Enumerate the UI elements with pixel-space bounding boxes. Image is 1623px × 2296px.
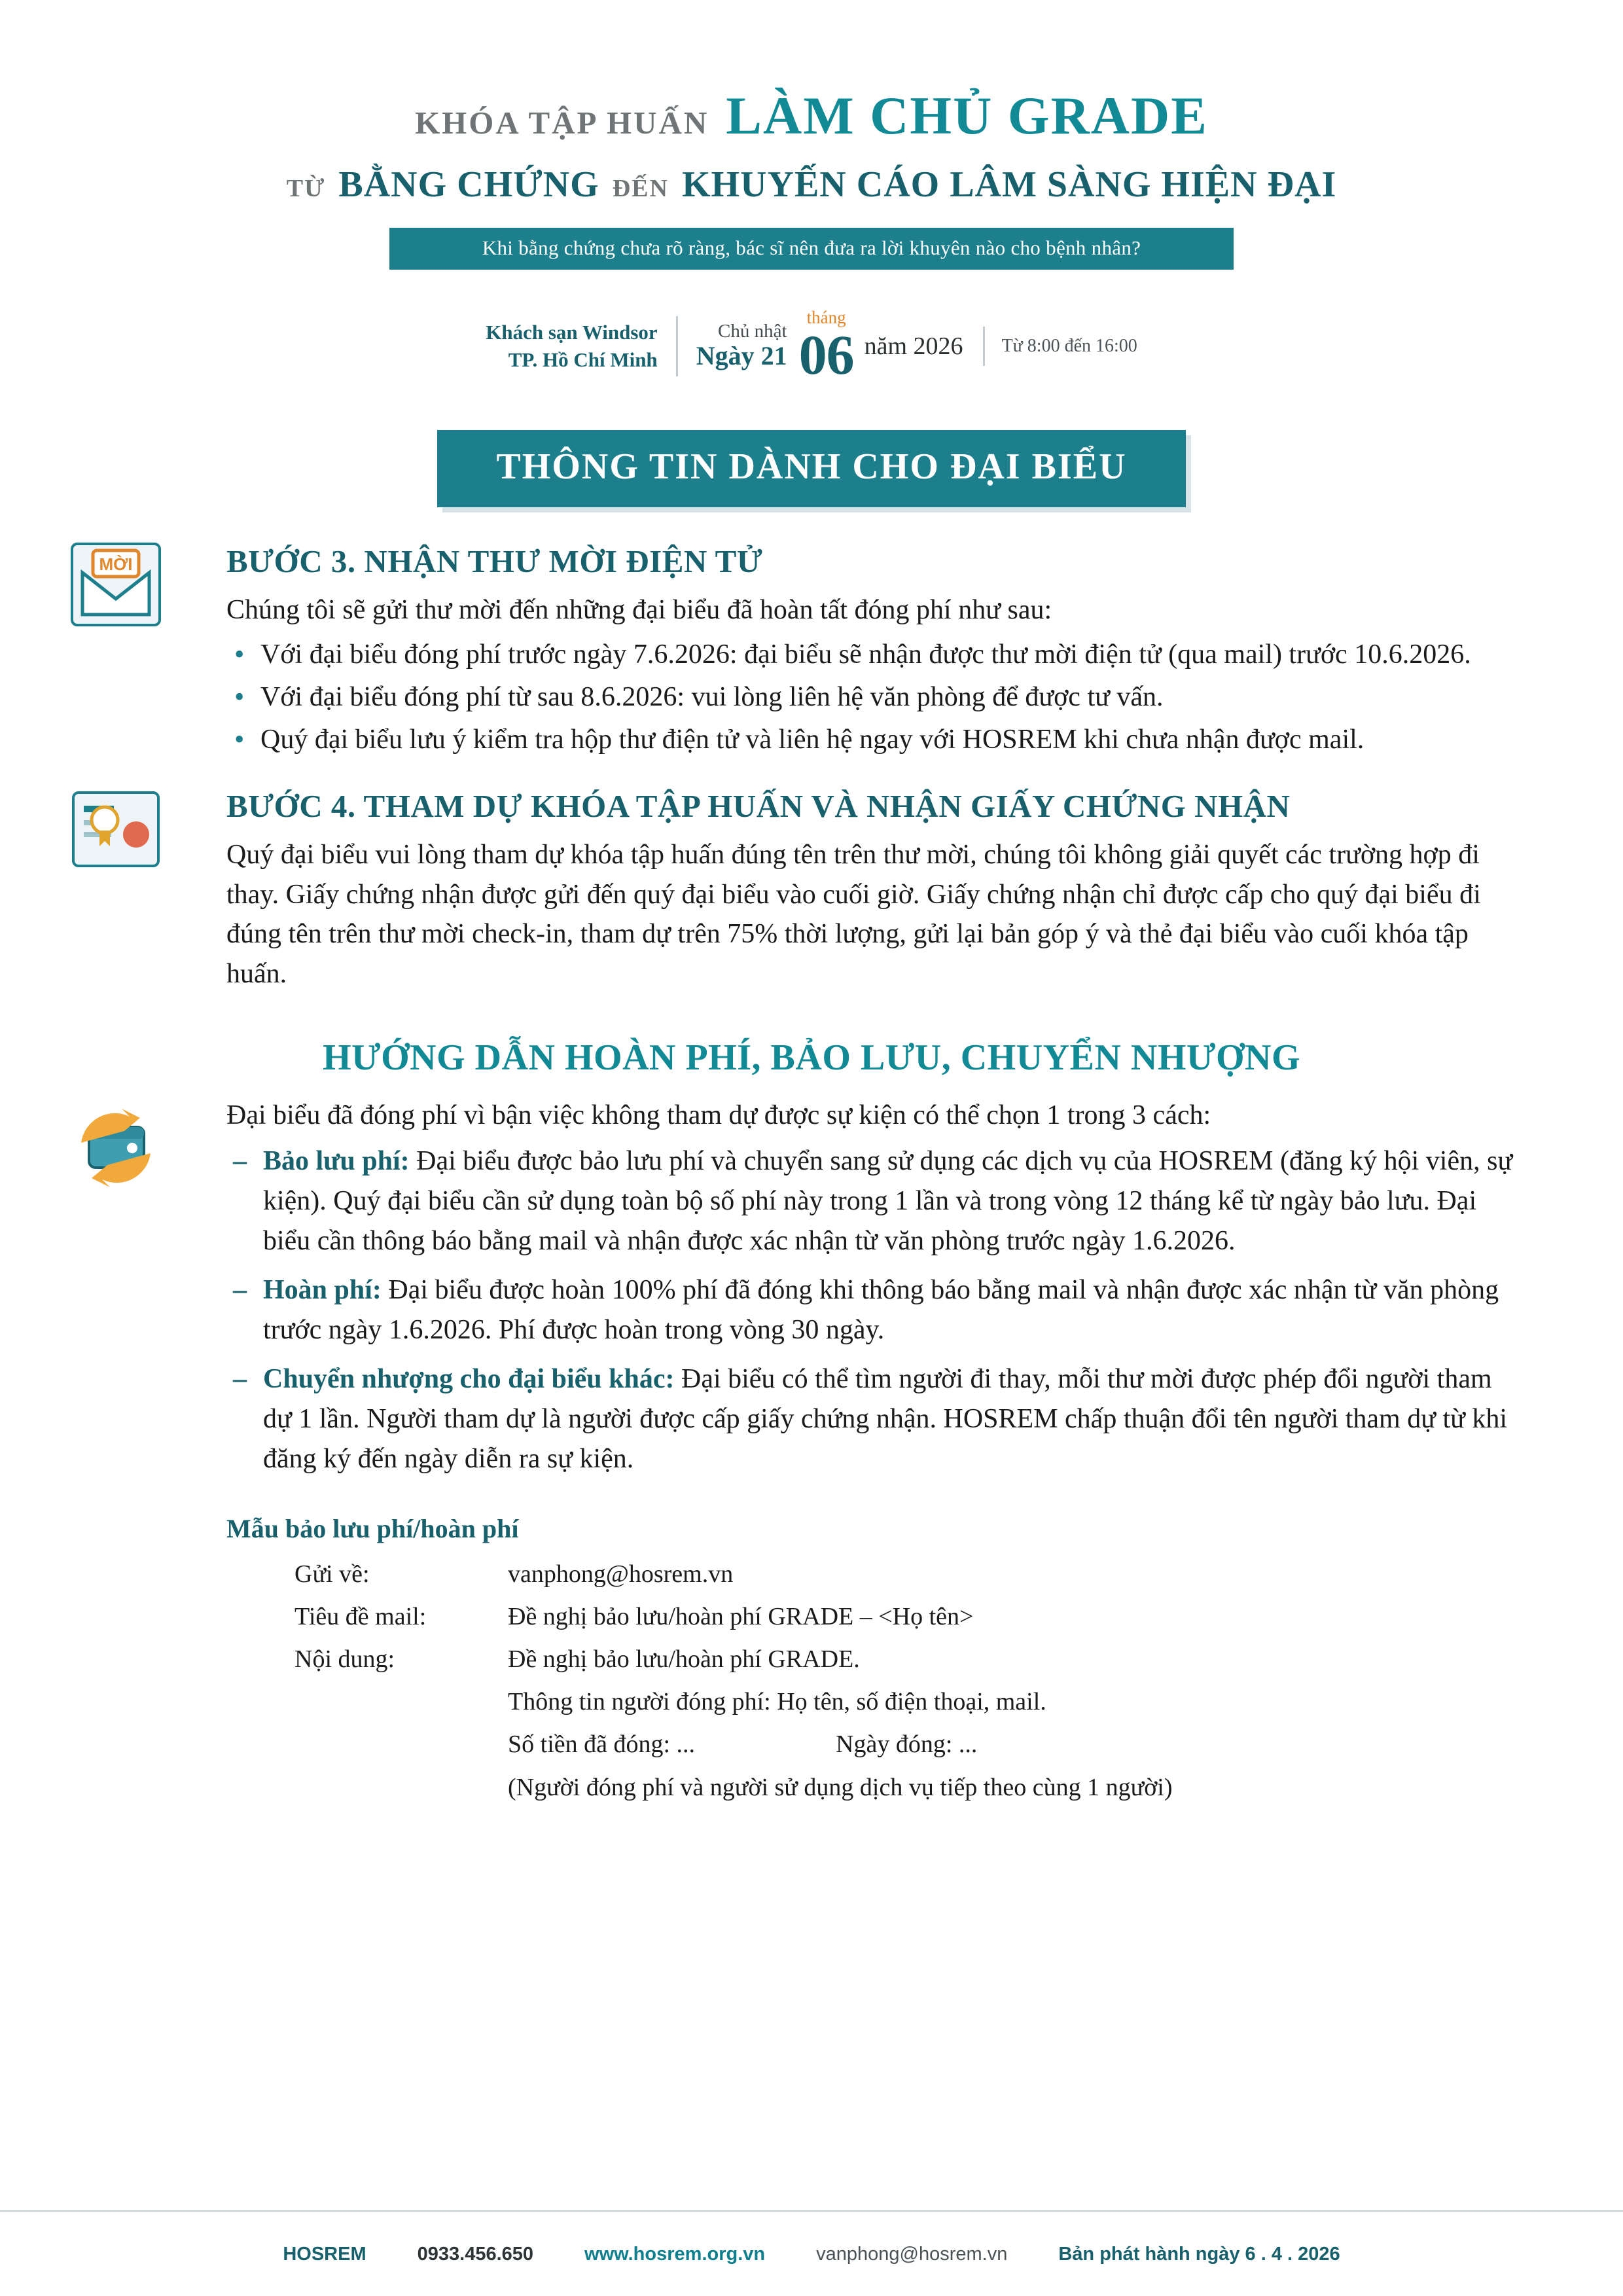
list-item <box>226 1270 1525 1350</box>
row-label: Nội dung: <box>294 1645 395 1673</box>
row-label: Tiêu đề mail: <box>294 1602 427 1630</box>
option-text: Đại biểu được hoàn 100% phí đã đóng khi thông báo bằng mail và nhận được xác nhận từ văn phòng trước ngày 1.6.2026. Phí được hoàn trong vòng 30 ngày. <box>263 1275 1499 1346</box>
course-title: LÀM CHỦ GRADE <box>726 86 1208 145</box>
payer-info-line: Thông tin người đóng phí: Họ tên, số điện thoại, mail. <box>508 1688 1046 1716</box>
section-banner: THÔNG TIN DÀNH CHO ĐẠI BIỂU <box>437 430 1185 507</box>
amount-paid-label: Số tiền đã đóng: ... <box>508 1731 696 1759</box>
venue-block <box>486 319 675 374</box>
table-row <box>294 1723 1173 1766</box>
step-4-heading: BƯỚC 4. THAM DỰ KHÓA TẬP HUẤN VÀ NHẬN GIẤY CHỨNG NHẬN <box>226 788 1291 825</box>
refund-options <box>226 1141 1525 1479</box>
footer-issue-date: Bản phát hành ngày 6 . 4 . 2026 <box>1058 2243 1340 2265</box>
row-value: Đề nghị bảo lưu/hoàn phí GRADE – <Họ tên> <box>508 1602 974 1630</box>
month-number: 06 <box>798 323 854 386</box>
same-person-note: (Người đóng phí và người sử dụng dịch vụ tiếp theo cùng 1 người) <box>508 1773 1173 1801</box>
table-row <box>294 1638 1173 1681</box>
title-row-secondary <box>0 164 1623 206</box>
to-text: KHUYẾN CÁO LÂM SÀNG HIỆN ĐẠI <box>681 164 1337 205</box>
month-label: tháng <box>806 308 846 327</box>
step-3-heading: BƯỚC 3. NHẬN THƯ MỜI ĐIỆN TỬ <box>226 543 763 579</box>
payment-date-label: Ngày đóng: ... <box>836 1731 978 1759</box>
year-label: năm 2026 <box>864 332 963 360</box>
row-label: Gửi về: <box>294 1560 370 1588</box>
list-item: • Với đại biểu đóng phí trước ngày 7.6.2026: đại biểu sẽ nhận được thư mời điện tử (qua mail) trước 10.6.2026. <box>226 635 1525 675</box>
page-footer <box>0 2210 1623 2296</box>
footer-org: HOSREM <box>283 2243 366 2265</box>
row-value: Đề nghị bảo lưu/hoàn phí GRADE. <box>508 1645 860 1673</box>
title-row-primary <box>0 85 1623 147</box>
table-row <box>294 1767 1173 1809</box>
option-text: Đại biểu có thể tìm người đi thay, mỗi thư mời được phép đổi người tham dự 1 lần. Người tham dự là người được cấp giấy chứng nhận. HOSREM chấp thuận đổi tên người tham dự từ khi đăng ký đến ngày diễn ra sự kiện. <box>263 1363 1508 1474</box>
step-4-block <box>98 787 1525 994</box>
step-3-bullets <box>226 635 1525 760</box>
refund-block <box>98 1096 1525 1479</box>
refund-intro: Đại biểu đã đóng phí vì bận việc không tham dự được sự kiện có thể chọn 1 trong 3 cách: <box>226 1100 1211 1131</box>
section-banner-wrap <box>0 430 1623 507</box>
step-3-block <box>98 543 1525 760</box>
option-lead: Bảo lưu phí: <box>263 1146 410 1177</box>
from-text: BẰNG CHỨNG <box>338 164 599 205</box>
step-4-body: Quý đại biểu vui lòng tham dự khóa tập huấn đúng tên trên thư mời, chúng tôi không giải quyết các trường hợp đi thay. Giấy chứng nhận được gửi đến quý đại biểu vào cuối giờ. Giấy chứng nhận chỉ được cấp cho quý đại biểu đi đúng tên trên thư mời check-in, tham dự trên 75% thời lượng, gửi lại bản góp ý và thẻ đại biểu vào cuối khóa tập huấn. <box>226 840 1481 989</box>
option-lead: Chuyển nhượng cho đại biểu khác: <box>263 1363 675 1394</box>
day-number: Ngày 21 <box>696 341 787 371</box>
to-label: ĐẾN <box>612 175 669 202</box>
option-text: Đại biểu được bảo lưu phí và chuyển sang sử dụng các dịch vụ của HOSREM (đăng ký hội viên, sự kiện). Quý đại biểu cần sử dụng toàn bộ số phí này trong 1 lần và trong vòng 12 tháng kể từ ngày bảo lưu. Đại biểu cần thông báo bằng mail và nhận được xác nhận từ văn phòng trước ngày 1.6.2026. <box>263 1146 1513 1257</box>
table-row <box>294 1596 1173 1638</box>
wallet-refund-icon <box>67 1102 165 1194</box>
list-item <box>226 1141 1525 1261</box>
list-item <box>226 1359 1525 1479</box>
refund-heading: HƯỚNG DẪN HOÀN PHÍ, BẢO LƯU, CHUYỂN NHƯỢNG <box>322 1037 1301 1079</box>
svg-text:MỜI: MỜI <box>99 554 133 574</box>
day-block <box>678 321 787 371</box>
content-area <box>0 543 1623 1809</box>
certificate-icon <box>67 783 165 875</box>
table-row <box>294 1553 1173 1596</box>
table-row <box>294 1681 1173 1723</box>
course-kicker: KHÓA TẬP HUẤN <box>415 105 709 141</box>
option-lead: Hoàn phí: <box>263 1275 382 1306</box>
footer-website[interactable]: www.hosrem.org.vn <box>584 2243 766 2265</box>
mail-template-title: Mẫu bảo lưu phí/hoàn phí <box>226 1513 519 1543</box>
poster-header <box>0 0 1623 270</box>
envelope-invitation-icon <box>67 539 165 630</box>
venue-name: Khách sạn Windsor <box>486 320 658 344</box>
footer-phone: 0933.456.650 <box>417 2243 534 2265</box>
day-of-week: Chủ nhật <box>718 320 787 342</box>
row-value: vanphong@hosrem.vn <box>508 1560 734 1588</box>
footer-email[interactable]: vanphong@hosrem.vn <box>816 2243 1008 2265</box>
event-details <box>0 308 1623 386</box>
mail-template-table <box>294 1553 1173 1809</box>
list-item: • Quý đại biểu lưu ý kiểm tra hộp thư điện tử và liên hệ ngay với HOSREM khi chưa nhận được mail. <box>226 720 1525 760</box>
list-item: • Với đại biểu đóng phí từ sau 8.6.2026: vui lòng liên hệ văn phòng để được tư vấn. <box>226 677 1525 717</box>
venue-city: TP. Hồ Chí Minh <box>508 348 658 371</box>
month-block <box>787 308 854 386</box>
step-3-intro: Chúng tôi sẽ gửi thư mời đến những đại biểu đã hoàn tất đóng phí như sau: <box>226 595 1052 625</box>
time-label: Từ 8:00 đến 16:00 <box>1001 335 1137 356</box>
tagline-ribbon: Khi bằng chứng chưa rõ ràng, bác sĩ nên đưa ra lời khuyên nào cho bệnh nhân? <box>389 228 1234 270</box>
from-label: TỪ <box>286 175 326 202</box>
